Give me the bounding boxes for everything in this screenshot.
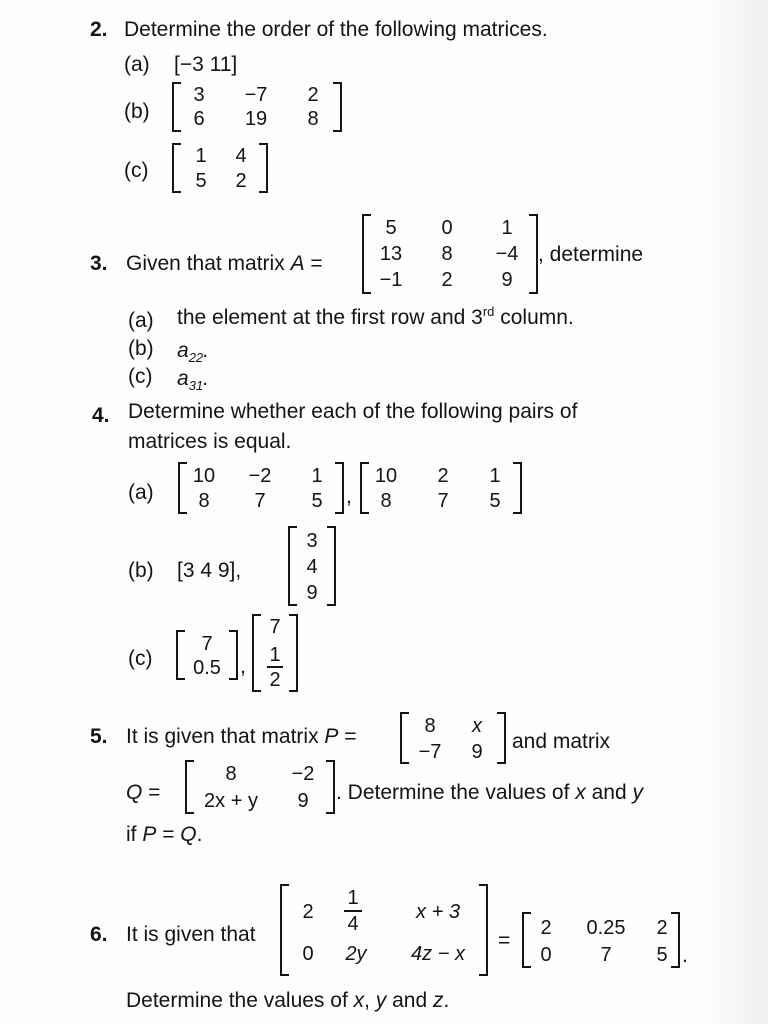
q6-dot: . — [682, 944, 688, 967]
q3-number: 3. — [90, 252, 108, 275]
q6-text: It is given that — [126, 923, 256, 946]
page-edge-shadow — [708, 0, 768, 1024]
q2-b-matrix: 3 −7 2 6 19 8 — [172, 82, 342, 132]
q5-q-label: Q = — [126, 781, 161, 804]
q6-frac-numerator: 1 — [347, 887, 359, 909]
q6-number: 6. — [90, 923, 108, 946]
q4-b-column-matrix: 3 4 9 — [288, 526, 336, 606]
q3-b-label: (b) — [128, 337, 154, 360]
q5-number: 5. — [90, 725, 108, 748]
q4-c-frac-denominator: 2 — [269, 669, 281, 691]
q3-c-label: (c) — [128, 365, 153, 388]
q3-text: Given that matrix A = — [126, 252, 323, 275]
q4-b-label: (b) — [128, 559, 154, 582]
q4-c-label: (c) — [128, 647, 153, 670]
q4-line2: matrices is equal. — [128, 430, 292, 453]
q4-a-matrix-1: 10 −2 1 8 7 5 — [178, 462, 344, 514]
q6-line2: Determine the values of x, y and z. — [126, 989, 450, 1012]
q5-matrix-p: 8 x −7 9 — [400, 712, 506, 764]
q4-a-label: (a) — [128, 481, 154, 504]
q4-a-comma: , — [346, 485, 352, 508]
q2-a-label: (a) — [124, 53, 150, 76]
q5-text2: . Determine the values of x and y — [336, 781, 644, 804]
q4-c-comma: , — [240, 655, 246, 678]
q3-text-post: , determine — [538, 243, 644, 266]
q2-a-matrix: [−3 11] — [174, 53, 238, 76]
q4-b-row-matrix: [3 4 9], — [177, 559, 242, 582]
q3-b-text: $a_{22}$. — [177, 339, 209, 366]
q2-text: Determine the order of the following matrices. — [124, 18, 548, 41]
q6-equals: = — [498, 929, 511, 952]
q3-matrix-a: 5 0 1 13 8 −4 −1 2 9 — [362, 214, 538, 294]
q2-number: 2. — [90, 18, 108, 41]
q2-c-label: (c) — [124, 159, 149, 182]
q6-lhs-matrix: 2 1 4 x + 3 0 2y 4z − x — [280, 884, 488, 976]
q2-b-label: (b) — [124, 100, 150, 123]
q2-c-matrix: 1 4 5 2 — [172, 143, 268, 193]
q6-frac-bar — [344, 910, 362, 912]
q4-c-frac-numerator: 1 — [269, 644, 281, 666]
q5-line3: if P = Q. — [126, 823, 203, 846]
q4-c-matrix-2: 7 1 2 — [252, 614, 298, 692]
q5-matrix-q: 8 −2 2x + y 9 — [185, 760, 335, 814]
q5-text: It is given that matrix P = — [126, 725, 357, 748]
q4-a-matrix-2: 10 2 1 8 7 5 — [360, 462, 522, 514]
q3-a-label: (a) — [128, 309, 154, 332]
q4-line1: Determine whether each of the following pairs of — [128, 400, 578, 423]
q5-text-post: and matrix — [512, 730, 611, 753]
q6-rhs-matrix: 2 0.25 2 0 7 5 — [522, 912, 680, 968]
q4-number: 4. — [92, 404, 110, 427]
q3-c-text: $a_{31}$. — [177, 367, 209, 394]
q4-c-matrix-1: 7 0.5 — [176, 630, 238, 680]
q3-a-text: the element at the first row and 3rd column. — [177, 304, 574, 329]
q6-frac-denominator: 4 — [347, 913, 359, 935]
q4-c-frac-bar — [267, 666, 283, 668]
